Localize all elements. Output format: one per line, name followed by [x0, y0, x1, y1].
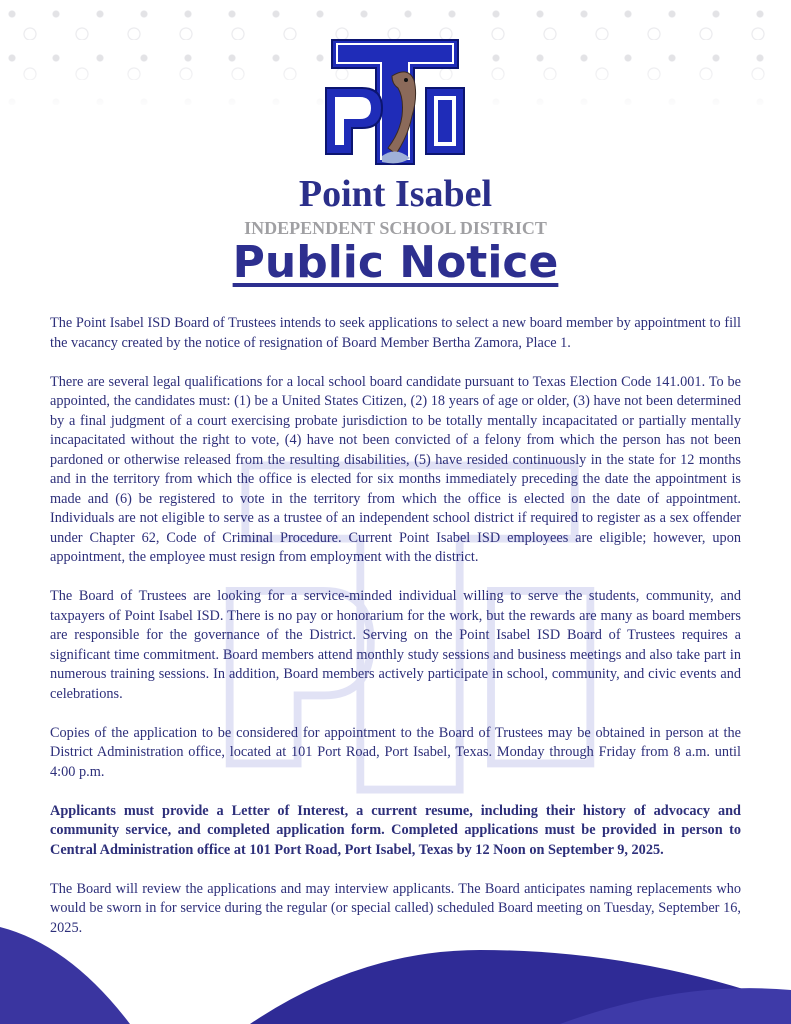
notice-title-text: Public Notice — [232, 237, 559, 288]
notice-body — [50, 314, 741, 958]
paragraph-intro: The Point Isabel ISD Board of Trustees intends to seek applications to select a new board member by appointment to fill the vacancy created by the notice of resignation of Board Member Bertha Zamora, Place 1. — [50, 315, 741, 351]
paragraph-board-description: The Board of Trustees are looking for a service-minded individual willing to serve the students, community, and taxpayers of Point Isabel ISD. There is no pay or honorarium for the work, but the rewards are many as board members are responsible for the governance of the District. Serving on the Point Isabel ISD Board of Trustees requires a significant time commitment. Board members attend monthly study sessions and business meetings and also take part in numerous training sessions. In addition, Board members actively participate in school, community, and civic events and celebrations. — [50, 588, 741, 702]
paragraph-review: The Board will review the applications and may interview applicants. The Board anticipates naming replacements who would be sworn in for service during the regular (or special called) scheduled Board meeting on Tuesday, September 16, 2025. — [50, 880, 741, 936]
pit-logo — [322, 36, 468, 168]
notice-title — [0, 237, 791, 288]
paragraph-application-copies: Copies of the application to be considered for appointment to the Board of Trustees may be obtained in person at the District Administration office, located at 101 Port Road, Port Isabel, Texas. Monday through Friday from 8 a.m. until 4:00 p.m. — [50, 724, 741, 780]
paragraph-qualifications: There are several legal qualifications for a local school board candidate pursuant to Texas Election Code 141.001. To be appointed, the candidates must: (1) be a United States Citizen, (2) 18 years of age or older, (3) have not been determined by a final judgment of a court exercising probate jurisdiction to be totally mentally incapacitated or partially mentally incapacitated without the right to vote, (4) have not been convicted of a felony from which the person has not been pardoned or otherwise released from the resulting disabilities, (5) have resided continuously in the state for 12 months and in the territory from which the office is elected for six months immediately preceding the date the appointment is made and (6) be registered to vote in the territory from which the office is elected on the date of appointment. Individuals are not eligible to serve as a trustee of an independent school district if required to register as a sex offender under Chapter 62, Code of Criminal Procedure. Current Point Isabel ISD employees are eligible; however, upon appointment, the employee must resign from employment with the district. — [50, 373, 741, 565]
paragraph-applicant-requirements: Applicants must provide a Letter of Interest, a current resume, including their history of advocacy and community service, and completed application form. Completed applications must be provided in person to Central Administration office at 101 Port Road, Port Isabel, Texas by 12 Noon on September 9, 2025. — [50, 802, 741, 858]
footer-wave-decoration — [0, 905, 791, 1024]
district-name: Point Isabel — [298, 173, 493, 215]
district-subtitle: INDEPENDENT SCHOOL DISTRICT — [244, 218, 547, 238]
